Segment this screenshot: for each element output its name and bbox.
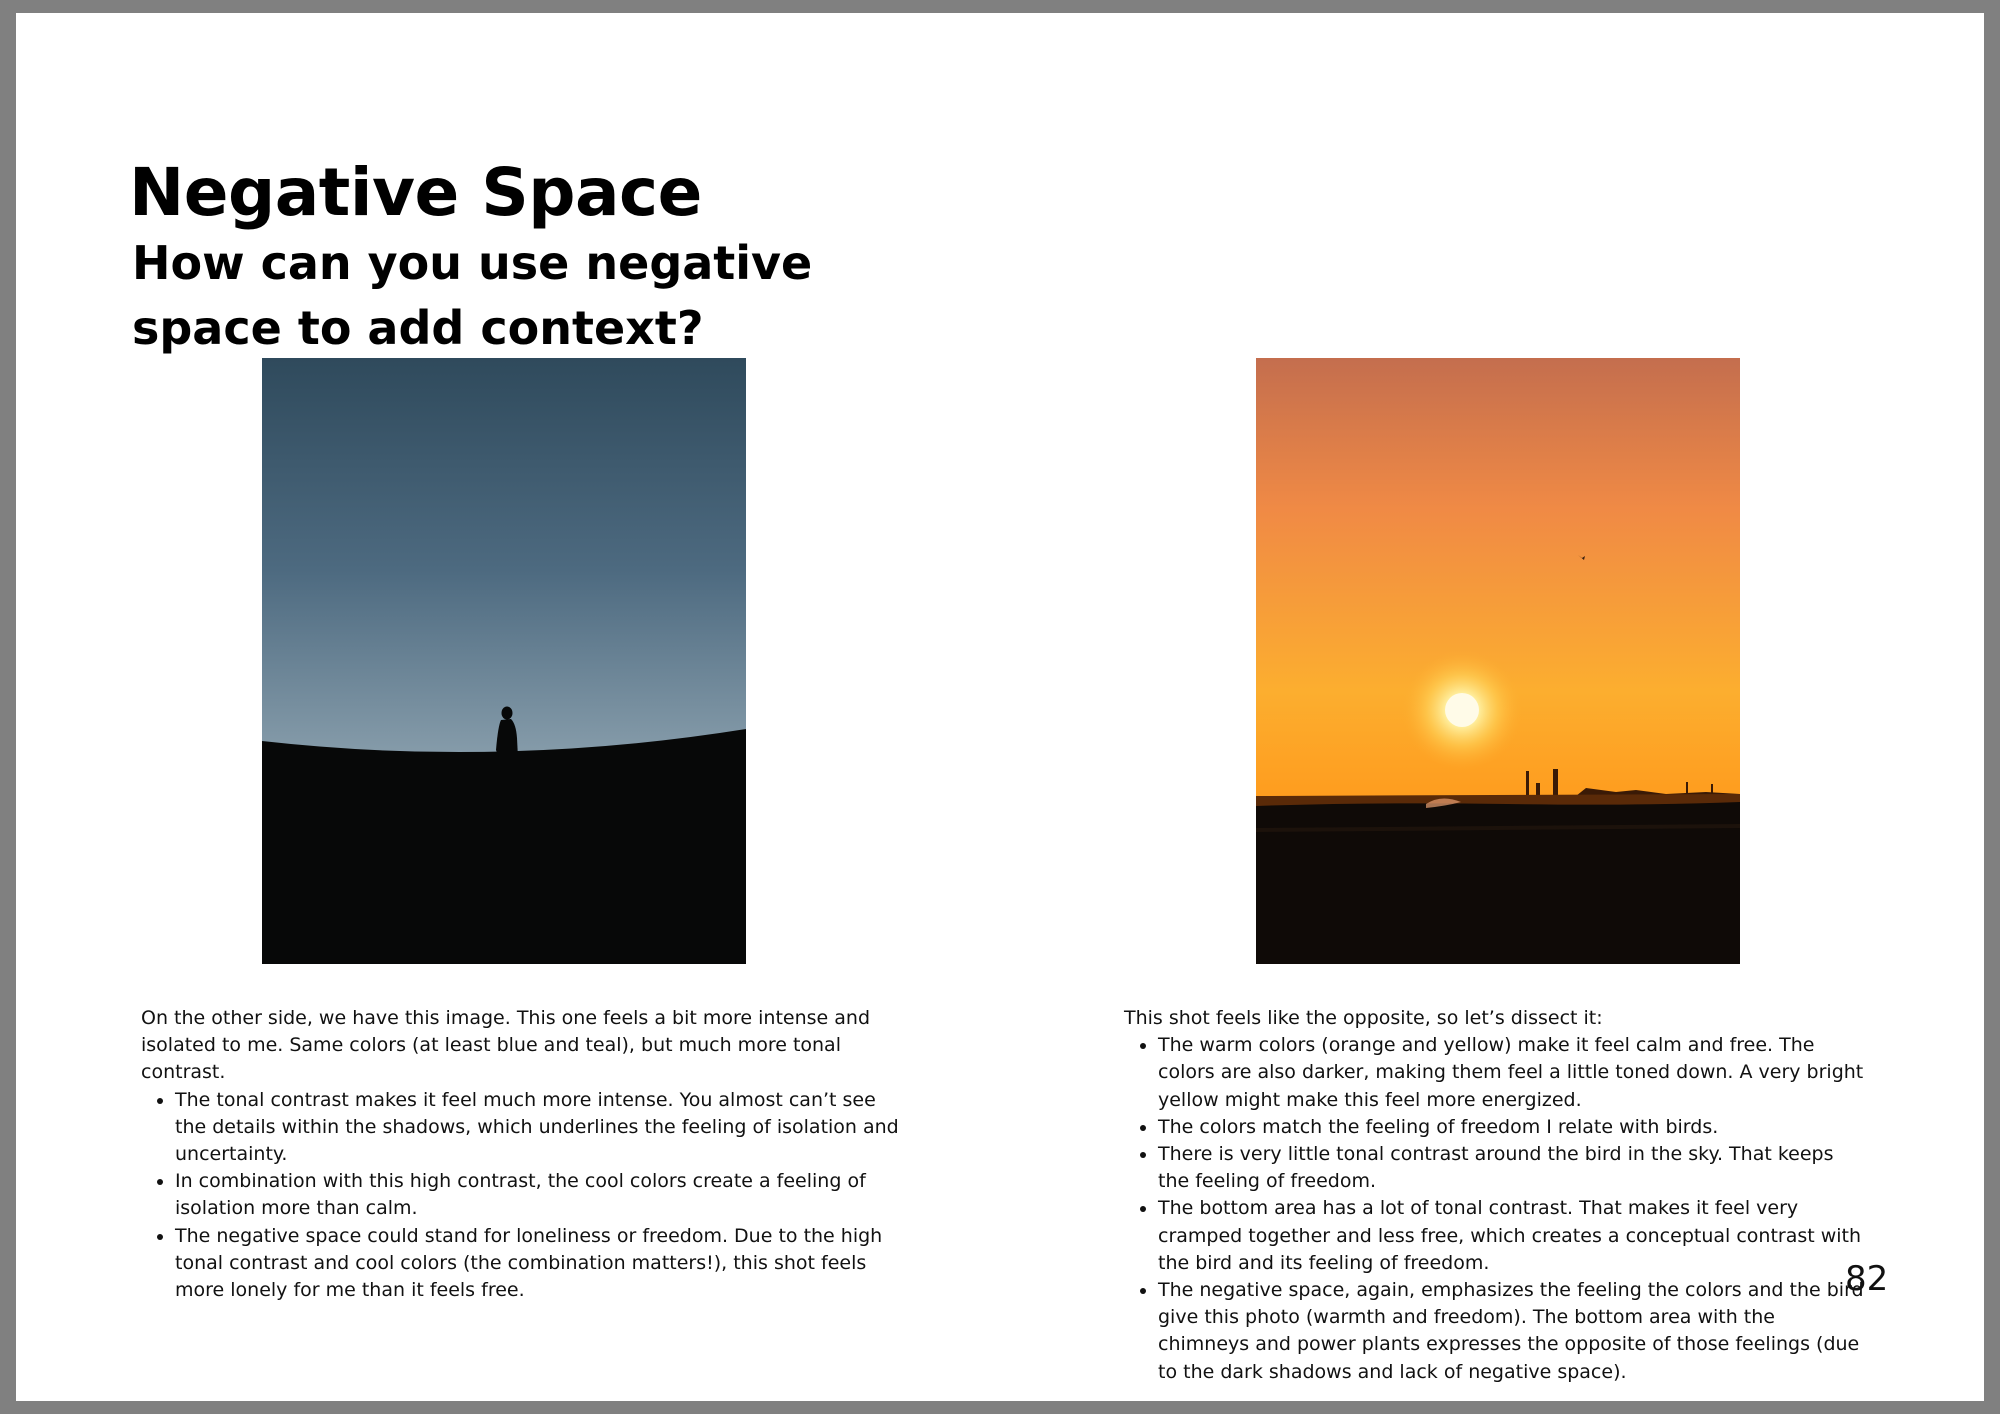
document-page (16, 13, 1984, 1401)
page-subtitle: How can you use negative space to add context? (132, 236, 813, 355)
page-title: Negative Space (129, 154, 702, 231)
left-intro-paragraph: On the other side, we have this image. This one feels a bit more intense and isolated to me. Same colors (at least blue and teal), but much more tonal contrast. (141, 1007, 871, 1084)
left-bullet-list (141, 1087, 901, 1305)
silhouette-photo-graphic (262, 358, 746, 964)
sun (1445, 693, 1479, 727)
dark-hill-shape (262, 729, 746, 964)
left-text-block (141, 1005, 901, 1304)
sunset-photo-graphic (1256, 358, 1740, 964)
list-item: • There is very little tonal contrast around the bird in the sky. That keeps the feeling of freedom. (1158, 1141, 1864, 1195)
list-item: • The warm colors (orange and yellow) make it feel calm and free. The colors are also darker, making them feel a little toned down. A very bright yellow might make this feel more energized. (1158, 1032, 1864, 1114)
right-intro-paragraph: This shot feels like the opposite, so let’s dissect it: (1124, 1007, 1603, 1029)
right-text-block (1124, 1005, 1864, 1386)
silhouette-person-on-hill-photo (262, 358, 746, 964)
page-number: 82 (1845, 1259, 1889, 1299)
list-item: • The colors match the feeling of freedom I relate with birds. (1158, 1114, 1864, 1141)
orange-sunset-with-bird-photo (1256, 358, 1740, 964)
list-item: • The negative space could stand for loneliness or freedom. Due to the high tonal contrast and cool colors (the combination matters!), this shot feels more lonely for me than it feels free. (175, 1223, 901, 1305)
right-bullet-list (1124, 1032, 1864, 1386)
list-item: • The bottom area has a lot of tonal contrast. That makes it feel very cramped together and less free, which creates a conceptual contrast with the bird and its feeling of freedom. (1158, 1195, 1864, 1277)
list-item: • The negative space, again, emphasizes the feeling the colors and the bird give this photo (warmth and freedom). The bottom area with the chimneys and power plants expresses the opposite of those feelings (due to the dark shadows and lack of negative space). (1158, 1277, 1864, 1386)
list-item: • In combination with this high contrast, the cool colors create a feeling of isolation more than calm. (175, 1168, 901, 1222)
list-item: • The tonal contrast makes it feel much more intense. You almost can’t see the details within the shadows, which underlines the feeling of isolation and uncertainty. (175, 1087, 901, 1169)
